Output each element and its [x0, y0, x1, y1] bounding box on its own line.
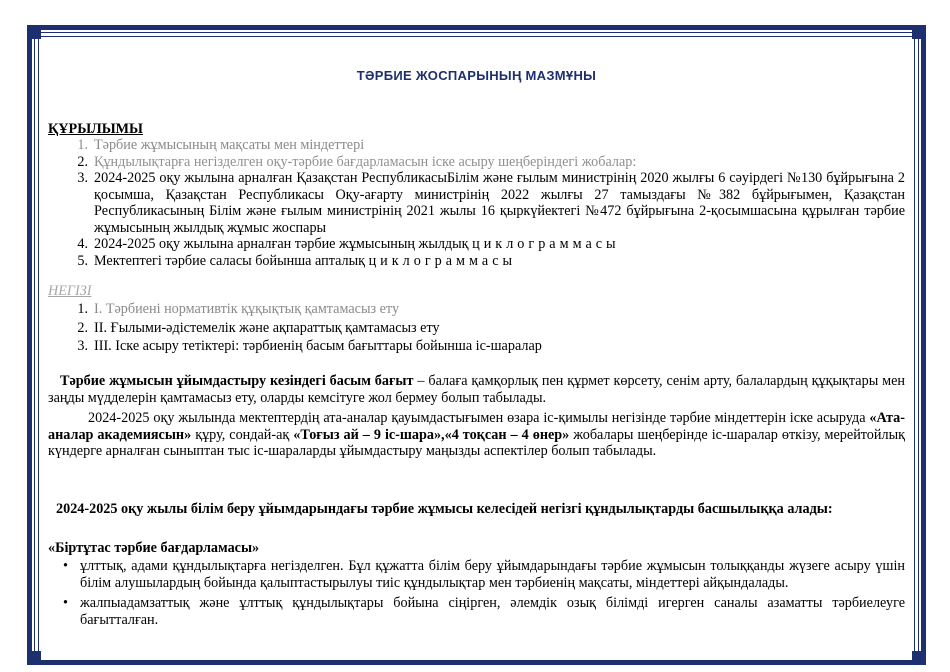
item-text: I. Тәрбиені нормативтік құқықтық қамтамасыз ету: [94, 301, 400, 317]
priority-paragraph: [48, 373, 905, 406]
priority-lead: Тәрбие жұмысын ұйымдастыру кезіндегі басым бағыт: [60, 373, 414, 389]
border-corner-bottom-right: [912, 651, 926, 665]
basis-item: [48, 301, 905, 318]
bullet-text: жалпыадамзаттық және ұлттық құндылықтары бойына сіңірген, әлемдік озық білімді игерген саналы азаматты тәрбиелеуге бағытталған.: [80, 595, 905, 628]
item-number: 3.: [77, 170, 88, 186]
item-text: Тәрбие жұмысының мақсаты мен міндеттері: [94, 137, 365, 153]
bullet-text: ұлттық, адами құндылықтарға негізделген. Бұл құжатта білім беру ұйымдарындағы тәрбие жұмысын толыққанды жүзеге асыру үшін білім алушылардың бойында қалыптастырылуы тиіс құндылықтар мен тәрбиенің мақсаты, міндеттері айқындалады.: [80, 558, 905, 591]
item-text: Құндылықтарға негізделген оқу-тәрбие бағдарламасын іске асыру шеңберіндегі жобалар:: [94, 153, 637, 170]
paragraph-text: жобалары шеңберінде іс-шаралар өткізу, мерейтойлық күндерге арналған сыныптан тыс іс-шараларды ұйымдастыру маңызды аспектілер болып табылады.: [48, 426, 905, 459]
border-corner-top-left: [27, 25, 41, 39]
structure-item: [48, 253, 905, 270]
structure-item: [48, 170, 905, 236]
item-number: 2.: [77, 153, 88, 170]
bullet-item: [48, 558, 905, 591]
item-text: Мектептегі тәрбие саласы бойынша апталық: [94, 252, 369, 269]
bullet-icon: •: [63, 558, 68, 574]
item-text: III. Іске асыру тетіктері: тәрбиенің басым бағыттары бойынша іс-шаралар: [94, 338, 542, 354]
item-text: 2024-2025 оқу жылына арналған тәрбие жұмысының жылдық: [94, 236, 473, 252]
border-corner-top-right: [912, 25, 926, 39]
parents-academy: «Ата-аналар академиясын»: [48, 410, 905, 443]
basis-heading: НЕГІЗІ: [48, 283, 92, 299]
document-body: [48, 60, 905, 640]
basis-list: [48, 301, 905, 355]
item-text-spaced: циклограммасы: [368, 252, 517, 269]
values-heading: 2024-2025 оқу жылы білім беру ұйымдарындағы тәрбие жұмысы келесідей негізгі құндылықтарды басшылыққа алады:: [56, 501, 833, 517]
structure-heading: ҚҰРЫЛЫМЫ: [48, 121, 143, 137]
item-text: 2024-2025 оқу жылына арналған Қазақстан РеспубликасыБілім және ғылым министрінің 2020 жылғы 6 сәуірдегі №130 бұйрығына 2 қосымша, Қазақстан Республикасы Оқу-ағарту министрінің 2022 жылғы 27 тамыздағы №382 бұйрығымен, Қазақстан Республикасының Білім және ғылым министрінің 2021 жылы 16 қыркүйектегі №472 бұйрығына 2-қосымшасына құрылған тәрбие жұмысының жылдық жұмыс жоспары: [94, 170, 905, 236]
item-number: 2.: [77, 319, 88, 336]
basis-item: [48, 320, 905, 337]
priority-rest: – балаға қамқорлық пен құрмет көрсету, сенім арту, балалардың құқықтары мен заңды мүдделерін қамтамасыз ету, оларды кемсітуге жол бермеу болып табылады.: [48, 373, 905, 406]
item-text-spaced: циклограммасы: [472, 236, 620, 252]
item-text: II. Ғылыми-әдістемелік және ақпараттық қамтамасыз ету: [94, 319, 440, 336]
structure-item: [48, 137, 905, 154]
values-bullet-list: [48, 558, 905, 628]
bullet-icon: •: [63, 595, 68, 611]
item-number: 1.: [77, 301, 88, 317]
item-number: 4.: [77, 236, 88, 252]
item-number: 1.: [77, 137, 88, 153]
program-heading: «Біртұтас тәрбие бағдарламасы»: [48, 540, 260, 556]
basis-item: [48, 338, 905, 355]
bullet-item: [48, 595, 905, 628]
item-number: 5.: [77, 252, 88, 269]
paragraph-text: құру, сондай-ақ: [191, 426, 294, 443]
structure-item: [48, 154, 905, 171]
document-title: ТӘРБИЕ ЖОСПАРЫНЫҢ МАЗМҰНЫ: [356, 68, 597, 83]
structure-list: [48, 137, 905, 269]
structure-item: [48, 236, 905, 253]
item-number: 3.: [77, 338, 88, 354]
parents-paragraph: [48, 410, 905, 460]
paragraph-text: 2024-2025 оқу жылында мектептердің ата-аналар қауымдастығымен өзара іс-қимылы негізінде тәрбие міндеттерін іске асыруда: [88, 410, 870, 426]
project-names: «Тоғыз ай – 9 іс-шара»,«4 тоқсан – 4 өнер»: [293, 426, 570, 443]
border-corner-bottom-left: [27, 651, 41, 665]
